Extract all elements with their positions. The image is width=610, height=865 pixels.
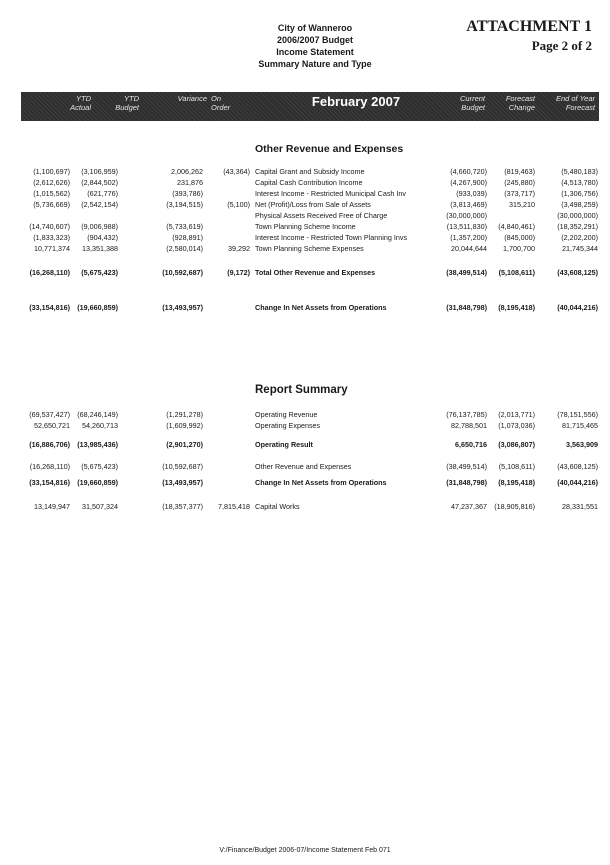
amount-cell: (2,901,270) <box>166 440 203 449</box>
amount-cell: (43,608,125) <box>557 462 598 471</box>
amount-cell: (2,612,626) <box>33 178 70 187</box>
amount-cell: (16,268,110) <box>29 268 70 277</box>
amount-cell: (18,352,291) <box>557 222 598 231</box>
amount-cell: 21,745,344 <box>562 244 598 253</box>
amount-cell: (5,675,423) <box>81 462 118 471</box>
line-item-label: Net (Profit)/Loss from Sale of Assets <box>255 200 371 209</box>
amount-cell: (40,044,216) <box>557 303 598 312</box>
col-ytd-actual: YTD Actual <box>70 94 91 112</box>
amount-cell: 52,650,721 <box>34 421 70 430</box>
amount-cell: (373,717) <box>504 189 535 198</box>
amount-cell: (30,000,000) <box>446 211 487 220</box>
section-title-report-summary: Report Summary <box>255 384 348 396</box>
col-on-order: On Order <box>211 94 231 112</box>
amount-cell: 28,331,551 <box>562 502 598 511</box>
amount-cell: 10,771,374 <box>34 244 70 253</box>
col-current-budget: Current Budget <box>459 94 485 112</box>
amount-cell: (4,660,720) <box>450 167 487 176</box>
amount-cell: (43,608,125) <box>557 268 598 277</box>
line-item-label: Interest Income - Restricted Municipal Cash Inv <box>255 189 406 198</box>
line-item-label: Capital Cash Contribution Income <box>255 178 363 187</box>
amount-cell: (1,306,756) <box>561 189 598 198</box>
amount-cell: 1,700,700 <box>503 244 535 253</box>
amount-cell: (5,736,669) <box>33 200 70 209</box>
line-item-label: Change In Net Assets from Operations <box>255 478 387 487</box>
amount-cell: (38,499,514) <box>446 462 487 471</box>
amount-cell: (31,848,798) <box>446 303 487 312</box>
amount-cell: (5,100) <box>227 200 250 209</box>
amount-cell: (1,609,992) <box>166 421 203 430</box>
amount-cell: (40,044,216) <box>557 478 598 487</box>
amount-cell: 31,507,324 <box>82 502 118 511</box>
amount-cell: (13,985,436) <box>77 440 118 449</box>
amount-cell: (5,108,611) <box>498 268 535 277</box>
amount-cell: 6,650,716 <box>455 440 487 449</box>
amount-cell: (10,592,687) <box>162 462 203 471</box>
amount-cell: 3,563,909 <box>566 440 598 449</box>
amount-cell: (5,675,423) <box>81 268 118 277</box>
amount-cell: (31,848,798) <box>446 478 487 487</box>
line-item-label: Capital Grant and Subsidy Income <box>255 167 365 176</box>
line-item-label: Other Revenue and Expenses <box>255 462 352 471</box>
amount-cell: 13,351,388 <box>82 244 118 253</box>
amount-cell: 2,006,262 <box>171 167 203 176</box>
statement-title: Income Statement <box>276 47 354 57</box>
amount-cell: (18,905,816) <box>494 502 535 511</box>
amount-cell: (33,154,816) <box>29 478 70 487</box>
amount-cell: (4,513,780) <box>561 178 598 187</box>
amount-cell: (18,357,377) <box>162 502 203 511</box>
amount-cell: (4,267,900) <box>450 178 487 187</box>
amount-cell: (2,844,502) <box>81 178 118 187</box>
attachment-label: ATTACHMENT 1 <box>466 18 592 35</box>
summary-row <box>0 440 610 450</box>
line-item-label: Operating Expenses <box>255 421 321 430</box>
amount-cell: (8,195,418) <box>498 303 535 312</box>
amount-cell: (9,006,988) <box>81 222 118 231</box>
amount-cell: (2,013,771) <box>498 410 535 419</box>
amount-cell: (16,886,706) <box>29 440 70 449</box>
summary-row <box>0 421 610 431</box>
amount-cell: (3,498,259) <box>561 200 598 209</box>
amount-cell: (30,000,000) <box>557 211 598 220</box>
amount-cell: (928,891) <box>172 233 203 242</box>
amount-cell: (14,740,607) <box>29 222 70 231</box>
amount-cell: (10,592,687) <box>162 268 203 277</box>
amount-cell: (5,480,183) <box>561 167 598 176</box>
org-name: City of Wanneroo <box>277 23 353 33</box>
amount-cell: (13,493,957) <box>162 478 203 487</box>
amount-cell: (3,086,807) <box>498 440 535 449</box>
line-item-label: Interest Income - Restricted Town Planning Invs <box>255 233 408 242</box>
table-row <box>0 211 610 221</box>
amount-cell: (3,813,469) <box>450 200 487 209</box>
amount-cell: (904,432) <box>87 233 118 242</box>
amount-cell: (76,137,785) <box>446 410 487 419</box>
amount-cell: (68,246,149) <box>77 410 118 419</box>
amount-cell: (5,733,619) <box>166 222 203 231</box>
line-item-label: Capital Works <box>255 502 300 511</box>
table-row <box>0 233 610 243</box>
amount-cell: 81,715,465 <box>562 421 598 430</box>
line-item-label: Total Other Revenue and Expenses <box>255 268 376 277</box>
amount-cell: 39,292 <box>228 244 250 253</box>
table-row <box>0 244 610 254</box>
amount-cell: (16,268,110) <box>29 462 70 471</box>
table-row <box>0 200 610 210</box>
table-row <box>0 189 610 199</box>
amount-cell: (3,194,515) <box>166 200 203 209</box>
amount-cell: (1,833,323) <box>33 233 70 242</box>
section-title-other-revenue: Other Revenue and Expenses <box>255 143 404 155</box>
amount-cell: (621,776) <box>87 189 118 198</box>
amount-cell: (2,202,200) <box>561 233 598 242</box>
amount-cell: 47,237,367 <box>451 502 487 511</box>
amount-cell: (1,357,200) <box>450 233 487 242</box>
summary-row <box>0 478 610 488</box>
col-ytd-budget: YTD Budget <box>115 94 139 112</box>
amount-cell: (78,151,556) <box>557 410 598 419</box>
amount-cell: (33,154,816) <box>29 303 70 312</box>
line-item-label: Town Planning Scheme Income <box>255 222 356 231</box>
amount-cell: 231,876 <box>177 178 203 187</box>
amount-cell: (1,015,562) <box>33 189 70 198</box>
file-path-footer: V:/Finance/Budget 2006-07/Income Statement Feb 071 <box>219 847 391 854</box>
amount-cell: (819,463) <box>504 167 535 176</box>
amount-cell: 20,044,644 <box>451 244 487 253</box>
amount-cell: 54,260,713 <box>82 421 118 430</box>
amount-cell: 82,788,501 <box>451 421 487 430</box>
amount-cell: (8,195,418) <box>498 478 535 487</box>
table-row <box>0 222 610 232</box>
amount-cell: (1,100,697) <box>33 167 70 176</box>
amount-cell: (2,580,014) <box>166 244 203 253</box>
line-item-label: Physical Assets Received Free of Charge <box>255 211 388 220</box>
amount-cell: (933,039) <box>456 189 487 198</box>
amount-cell: (43,364) <box>223 167 250 176</box>
line-item-label: Operating Revenue <box>255 410 318 419</box>
amount-cell: (1,073,036) <box>498 421 535 430</box>
amount-cell: (38,499,514) <box>446 268 487 277</box>
summary-row <box>0 410 610 420</box>
statement-subtitle: Summary Nature and Type <box>258 59 372 69</box>
summary-row <box>0 502 610 512</box>
col-variance: Variance <box>177 94 207 103</box>
amount-cell: (5,108,611) <box>498 462 535 471</box>
amount-cell: (19,660,859) <box>77 303 118 312</box>
table-row <box>0 167 610 177</box>
summary-row <box>0 462 610 472</box>
amount-cell: (845,000) <box>504 233 535 242</box>
total-row <box>0 268 610 278</box>
line-item-label: Change In Net Assets from Operations <box>255 303 387 312</box>
amount-cell: (13,511,830) <box>446 222 487 231</box>
amount-cell: 7,815,418 <box>218 502 250 511</box>
budget-year: 2006/2007 Budget <box>276 35 354 45</box>
line-item-label: Operating Result <box>255 440 313 449</box>
amount-cell: 13,149,947 <box>34 502 70 511</box>
amount-cell: 315,210 <box>509 200 535 209</box>
amount-cell: (13,493,957) <box>162 303 203 312</box>
column-header-band <box>21 92 599 121</box>
amount-cell: (1,291,278) <box>166 410 203 419</box>
page-indicator: Page 2 of 2 <box>531 38 592 53</box>
table-row <box>0 178 610 188</box>
amount-cell: (245,880) <box>504 178 535 187</box>
change-in-net-assets-row <box>0 303 610 313</box>
amount-cell: (2,542,154) <box>81 200 118 209</box>
amount-cell: (9,172) <box>227 268 250 277</box>
amount-cell: (4,840,461) <box>498 222 535 231</box>
amount-cell: (69,537,427) <box>29 410 70 419</box>
report-month: February 2007 <box>311 94 401 109</box>
col-forecast-change: Forecast Change <box>505 94 535 112</box>
amount-cell: (393,786) <box>172 189 203 198</box>
line-item-label: Town Planning Scheme Expenses <box>255 244 364 253</box>
amount-cell: (19,660,859) <box>77 478 118 487</box>
amount-cell: (3,106,959) <box>81 167 118 176</box>
col-end-of-year-forecast: End of Year Forecast <box>555 94 595 112</box>
